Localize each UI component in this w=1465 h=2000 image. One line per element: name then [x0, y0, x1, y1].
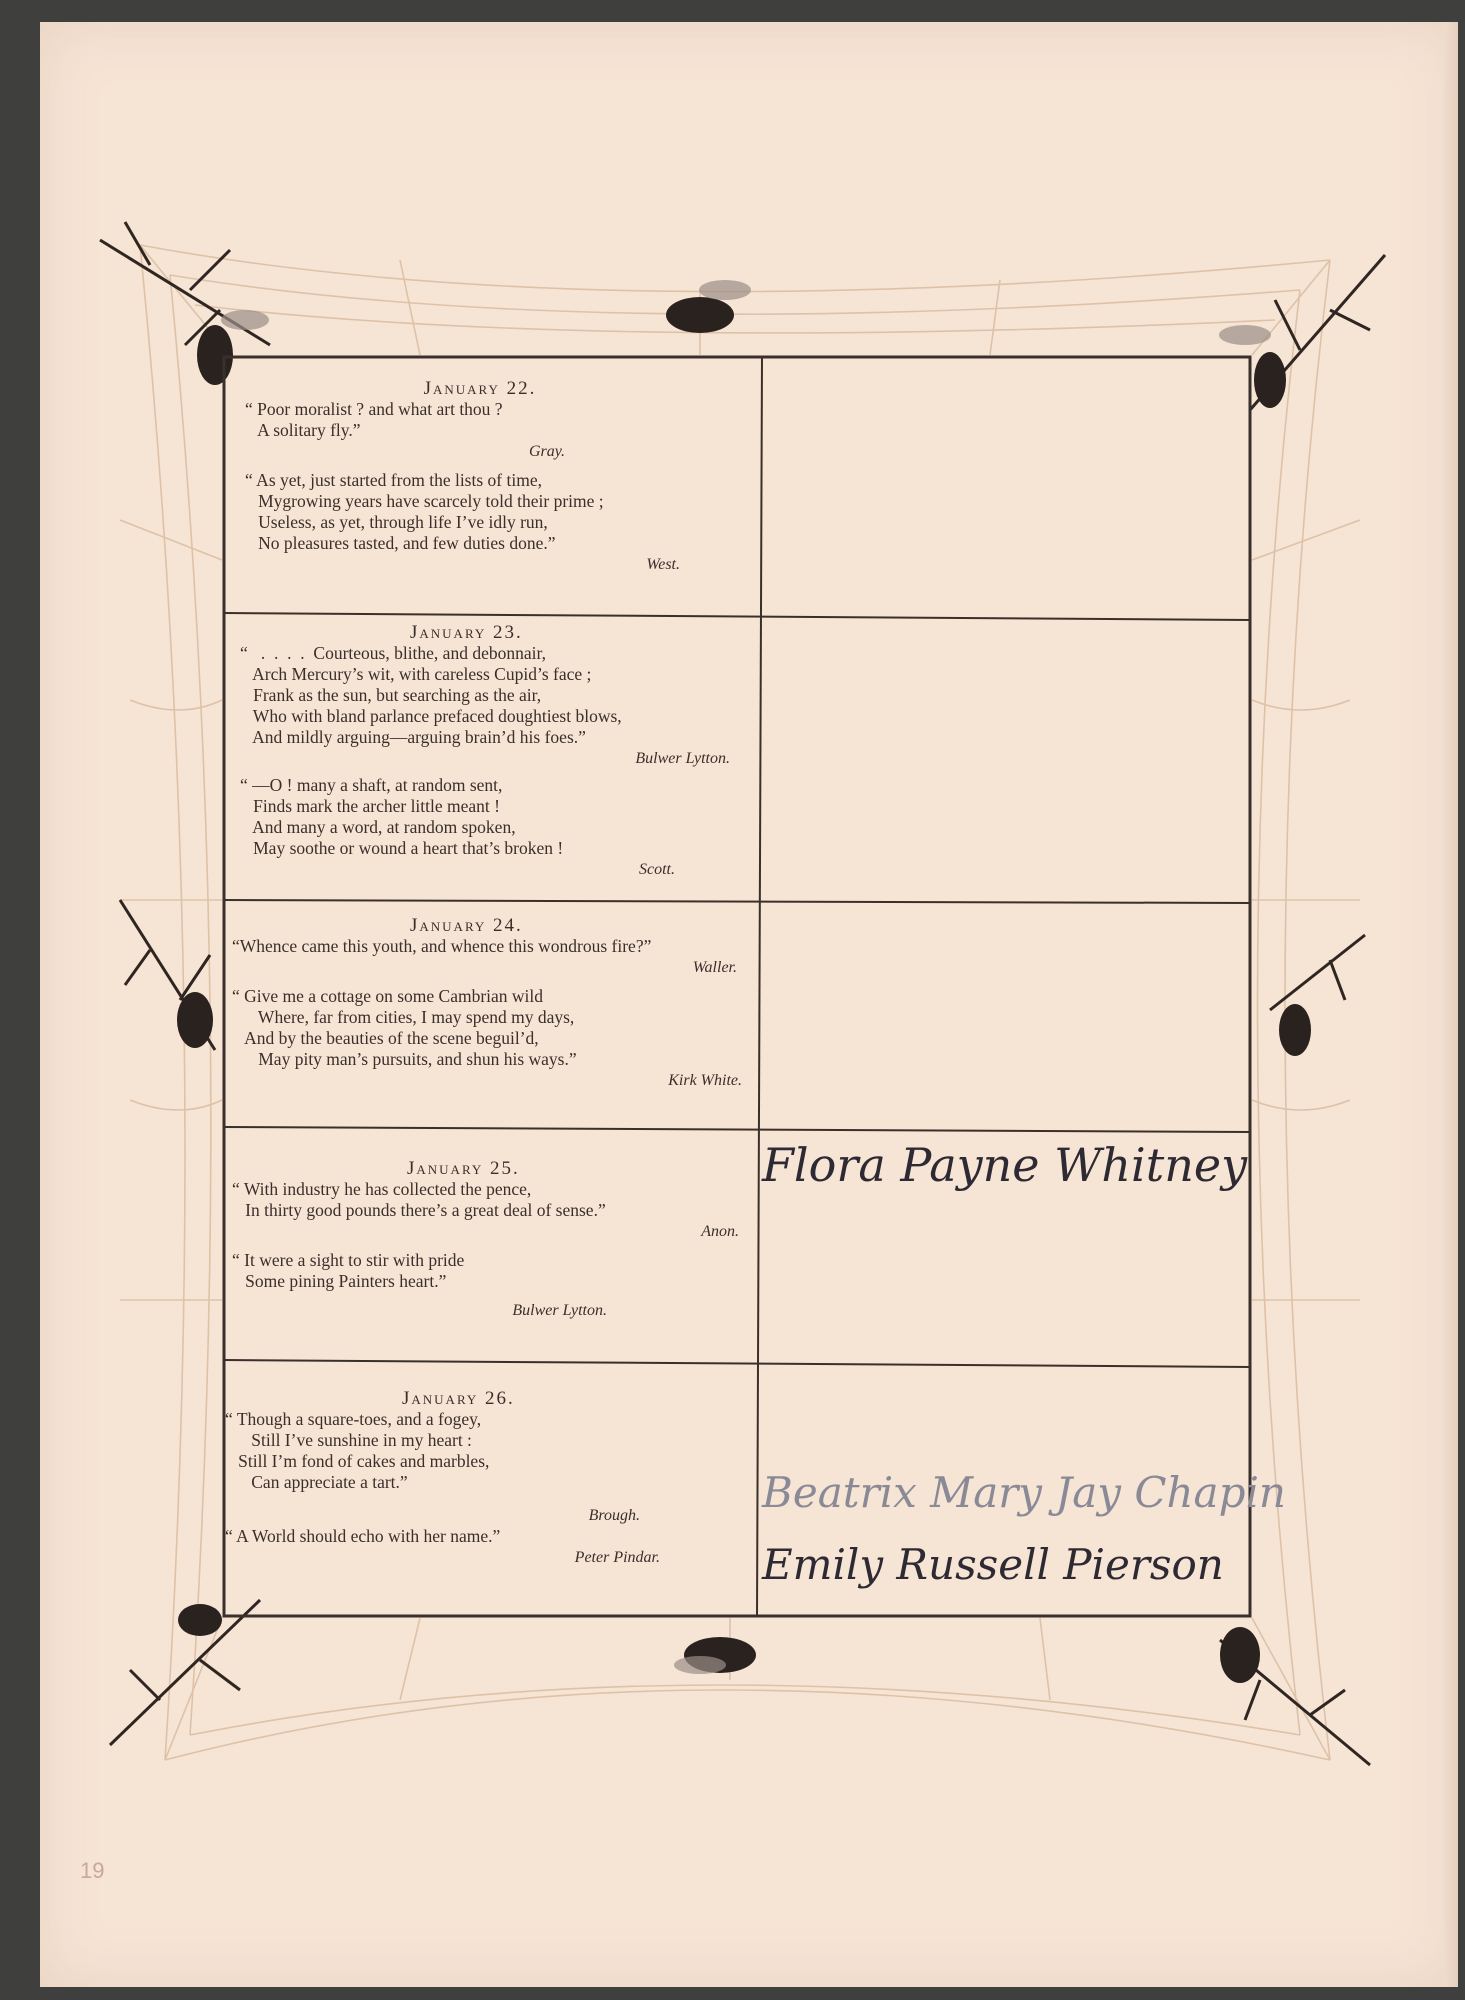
signature-chapin: Beatrix Mary Jay Chapin	[762, 1468, 1286, 1517]
quote-line: “ Though a square-toes, and a fogey,	[225, 1409, 482, 1429]
signature-pierson: Emily Russell Pierson	[762, 1540, 1224, 1589]
entry-january-24	[232, 915, 747, 1091]
entry-date: January 25.	[407, 1158, 520, 1179]
quote-line: “ As yet, just started from the lists of time,	[245, 470, 542, 490]
quote-line: In thirty good pounds there’s a great deal of sense.”	[232, 1200, 606, 1220]
quote-line: “ With industry he has collected the pence,	[232, 1179, 532, 1199]
entry-january-26	[225, 1388, 725, 1568]
quote-author: Brough.	[588, 1507, 640, 1524]
quote-line: Frank as the sun, but searching as the air,	[240, 685, 542, 705]
quote-line: Mygrowing years have scarcely told their prime ;	[245, 491, 604, 511]
quote-line: “ It were a sight to stir with pride	[232, 1250, 465, 1270]
quote-line: A solitary fly.”	[245, 420, 361, 440]
quote-author: West.	[646, 556, 680, 573]
quote-line: May soothe or wound a heart that’s broken !	[240, 838, 564, 858]
quote-line: “ A World should echo with her name.”	[225, 1526, 501, 1546]
quote-line: Where, far from cities, I may spend my days,	[232, 1007, 575, 1027]
quote-line: Finds mark the archer little meant !	[240, 796, 500, 816]
quote-line: “Whence came this youth, and whence this wondrous fire?”	[232, 936, 652, 956]
quote-line: And mildly arguing—arguing brain’d his foes.”	[240, 727, 586, 747]
quote-line: Can appreciate a tart.”	[225, 1472, 408, 1492]
entry-date: January 23.	[410, 622, 523, 643]
quote-author: Kirk White.	[668, 1072, 742, 1089]
quote-line: And many a word, at random spoken,	[240, 817, 516, 837]
entry-january-25	[232, 1158, 747, 1321]
entry-date: January 22.	[423, 378, 537, 399]
entry-date: January 26.	[402, 1388, 515, 1409]
quote-line: No pleasures tasted, and few duties done.”	[245, 533, 556, 553]
entry-date: January 24.	[410, 915, 523, 936]
quote-line: Still I’m fond of cakes and marbles,	[225, 1451, 490, 1471]
quote-line: “ Poor moralist ? and what art thou ?	[245, 399, 503, 419]
quote-line: May pity man’s pursuits, and shun his ways.”	[232, 1049, 577, 1069]
quote-line: And by the beauties of the scene beguil’d,	[232, 1028, 539, 1048]
quote-line: Still I’ve sunshine in my heart :	[225, 1430, 472, 1450]
quote-author: Anon.	[701, 1223, 739, 1240]
quote-line: Some pining Painters heart.”	[232, 1271, 447, 1291]
quote-line: Who with bland parlance prefaced doughtiest blows,	[240, 706, 622, 726]
signature-whitney: Flora Payne Whitney	[762, 1138, 1248, 1192]
entry-january-22	[245, 378, 715, 575]
quote-author: Bulwer Lytton.	[512, 1302, 607, 1319]
quote-author: Gray.	[529, 443, 565, 460]
quote-line: “ . . . . Courteous, blithe, and debonnair,	[240, 643, 546, 663]
quote-line: “ Give me a cottage on some Cambrian wild	[232, 986, 544, 1006]
quote-line: “ —O ! many a shaft, at random sent,	[240, 775, 503, 795]
page-number: 19	[80, 1858, 105, 1883]
quote-author: Scott.	[639, 861, 675, 878]
entry-january-23	[240, 622, 740, 880]
quote-line: Arch Mercury’s wit, with careless Cupid’s face ;	[240, 664, 592, 684]
quote-author: Waller.	[692, 959, 737, 976]
quote-author: Peter Pindar.	[574, 1549, 660, 1566]
quote-author: Bulwer Lytton.	[635, 750, 730, 767]
quote-line: Useless, as yet, through life I’ve idly run,	[245, 512, 548, 532]
